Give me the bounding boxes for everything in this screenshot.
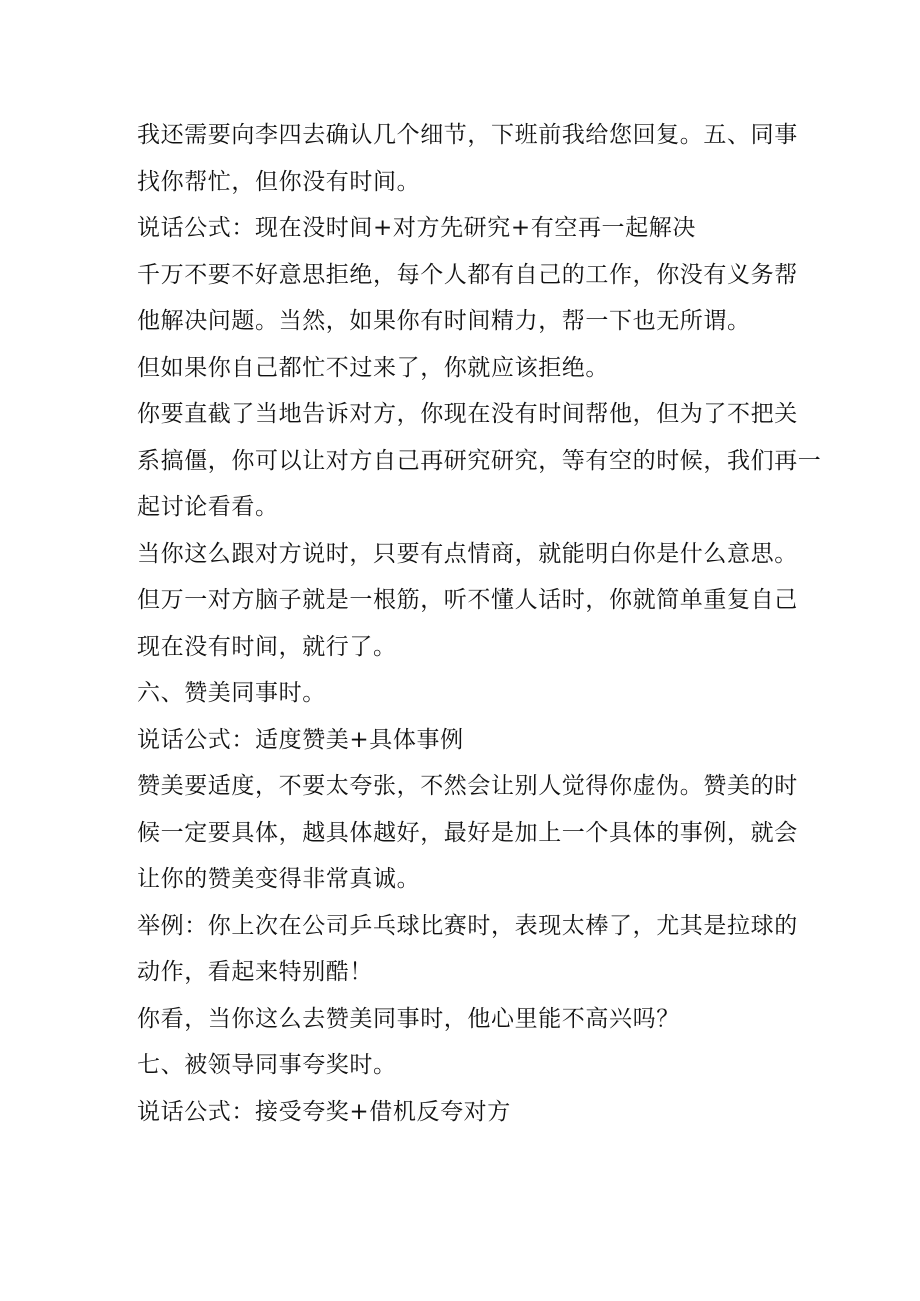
- text-line: 他解决问题。当然，如果你有时间精力，帮一下也无所谓。: [137, 308, 751, 334]
- text-line: 现在没有时间，就行了。: [137, 633, 397, 660]
- text-line: 你要直截了当地告诉对方，你现在没有时间帮他，但为了不把关: [137, 401, 798, 427]
- text-line: 找你帮忙，但你没有时间。: [137, 168, 421, 195]
- text-line: 当你这么跟对方说时，只要有点情商，就能明白你是什么意思。: [137, 540, 798, 567]
- formula-line: 说话公式：接受夸奖+借机反夸对方: [137, 1098, 511, 1125]
- text-line: 我还需要向李四去确认几个细节，下班前我给您回复。五、同事: [137, 122, 798, 148]
- section-heading: 六、赞美同事时。: [137, 680, 326, 706]
- text-line: 举例：你上次在公司乒乓球比赛时，表现太棒了，尤其是拉球的: [137, 912, 798, 939]
- formula-line: 说话公式：现在没时间+对方先研究+有空再一起解决: [137, 215, 696, 241]
- text-line: 起讨论看看。: [137, 494, 279, 520]
- text-line: 赞美要适度，不要太夸张，不然会让别人觉得你虚伪。赞美的时: [137, 773, 798, 799]
- text-line: 但如果你自己都忙不过来了，你就应该拒绝。: [137, 354, 609, 381]
- text-line: 动作，看起来特别酷！: [137, 959, 373, 985]
- section-heading: 七、被领导同事夸奖时。: [137, 1052, 397, 1078]
- formula-line: 说话公式：适度赞美+具体事例: [137, 726, 464, 753]
- text-line: 候一定要具体，越具体越好，最好是加上一个具体的事例，就会: [137, 819, 798, 846]
- text-line: 但万一对方脑子就是一根筋，听不懂人话时，你就简单重复自己: [137, 587, 798, 613]
- text-line: 你看，当你这么去赞美同事时，他心里能不高兴吗？: [137, 1005, 680, 1032]
- body-text: [137, 112, 822, 1135]
- text-line: 让你的赞美变得非常真诚。: [137, 866, 421, 892]
- text-line: 千万不要不好意思拒绝，每个人都有自己的工作，你没有义务帮: [137, 261, 798, 288]
- text-line: 系搞僵，你可以让对方自己再研究研究，等有空的时候，我们再一: [137, 447, 822, 474]
